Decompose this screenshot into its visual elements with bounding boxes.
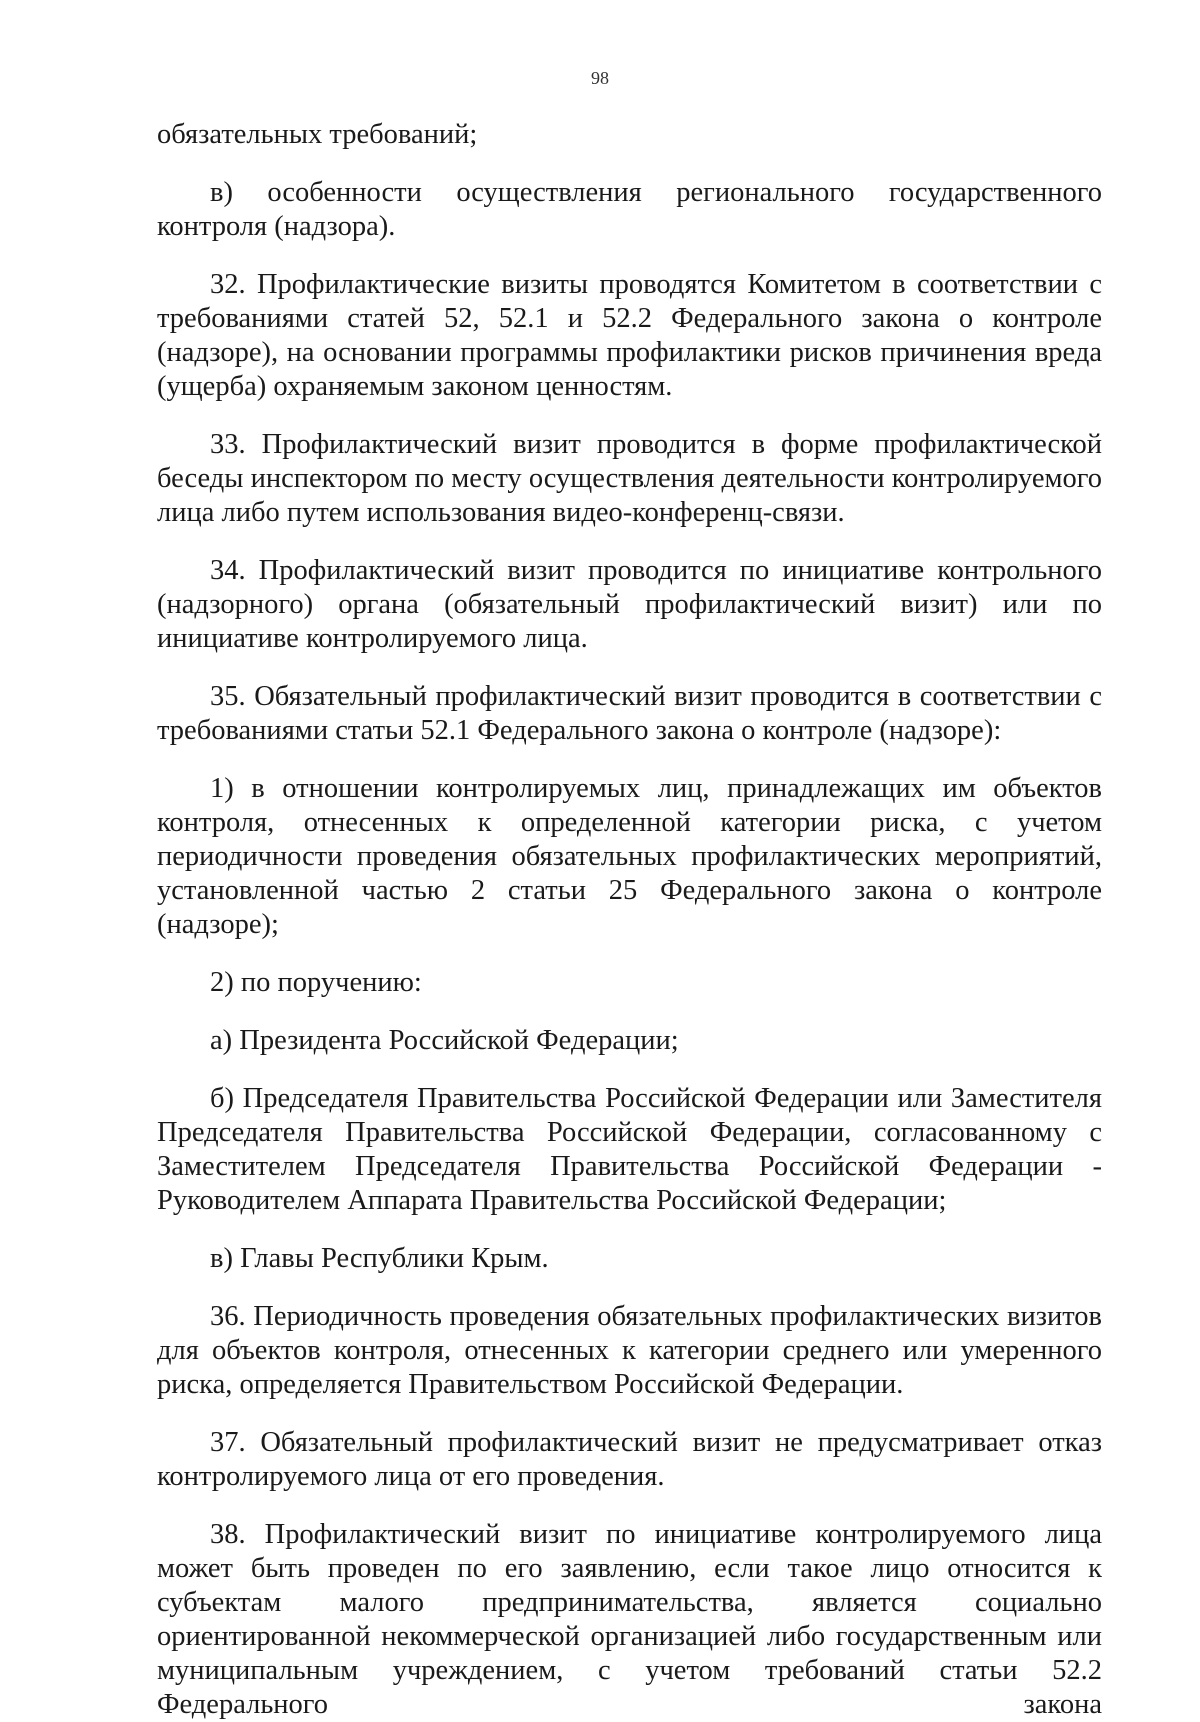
paragraph-35-item-2: 2) по поручению: — [210, 967, 422, 998]
paragraph-37: 37. Обязательный профилактический визит не предусматривает отказ контролируемого лица от его проведения. — [157, 1427, 1102, 1492]
paragraph-34: 34. Профилактический визит проводится по инициативе контрольного (надзорного) органа (обязательный профилактический визит) или по инициативе контролируемого лица. — [157, 555, 1102, 654]
paragraph-item-v: в) особенности осуществления регионального государственного контроля (надзора). — [157, 177, 1102, 242]
paragraph-38: 38. Профилактический визит по инициативе контролируемого лица может быть проведен по его заявлению, если такое лицо относится к субъектам малого предпринимательства, является социально ориентированной некоммерческой организацией либо государственным или муниципальным учреждением, с учетом требований статьи 52.2 Федерального закона — [157, 1519, 1102, 1720]
paragraph-32: 32. Профилактические визиты проводятся Комитетом в соответствии с требованиями статей 52, 52.1 и 52.2 Федерального закона о контроле (надзоре), на основании программы профилактики рисков причинения вреда (ущерба) охраняемым законом ценностям. — [157, 269, 1102, 402]
paragraph-33: 33. Профилактический визит проводится в форме профилактической беседы инспектором по месту осуществления деятельности контролируемого лица либо путем использования видео-конференц-связи. — [157, 429, 1102, 528]
paragraph-35-item-1: 1) в отношении контролируемых лиц, принадлежащих им объектов контроля, отнесенных к определенной категории риска, с учетом периодичности проведения обязательных профилактических мероприятий, установленной частью 2 статьи 25 Федерального закона о контроле (надзоре); — [157, 773, 1102, 940]
paragraph-continuation: обязательных требований; — [157, 119, 478, 150]
paragraph-35-item-2b: б) Председателя Правительства Российской Федерации или Заместителя Председателя Правительства Российской Федерации, согласованному с Заместителем Председателя Правительства Российской Федерации - Руководителем Аппарата Правительства Российской Федерации; — [157, 1083, 1102, 1216]
paragraph-35-item-2a: а) Президента Российской Федерации; — [210, 1025, 679, 1056]
paragraph-35-item-2v: в) Главы Республики Крым. — [210, 1243, 549, 1274]
paragraph-36: 36. Периодичность проведения обязательных профилактических визитов для объектов контроля, отнесенных к категории среднего или умеренного риска, определяется Правительством Российской Федерации. — [157, 1301, 1102, 1400]
page-number: 98 — [591, 68, 609, 88]
document-body — [157, 118, 1102, 1722]
paragraph-35: 35. Обязательный профилактический визит проводится в соответствии с требованиями статьи 52.1 Федерального закона о контроле (надзоре): — [157, 681, 1102, 746]
